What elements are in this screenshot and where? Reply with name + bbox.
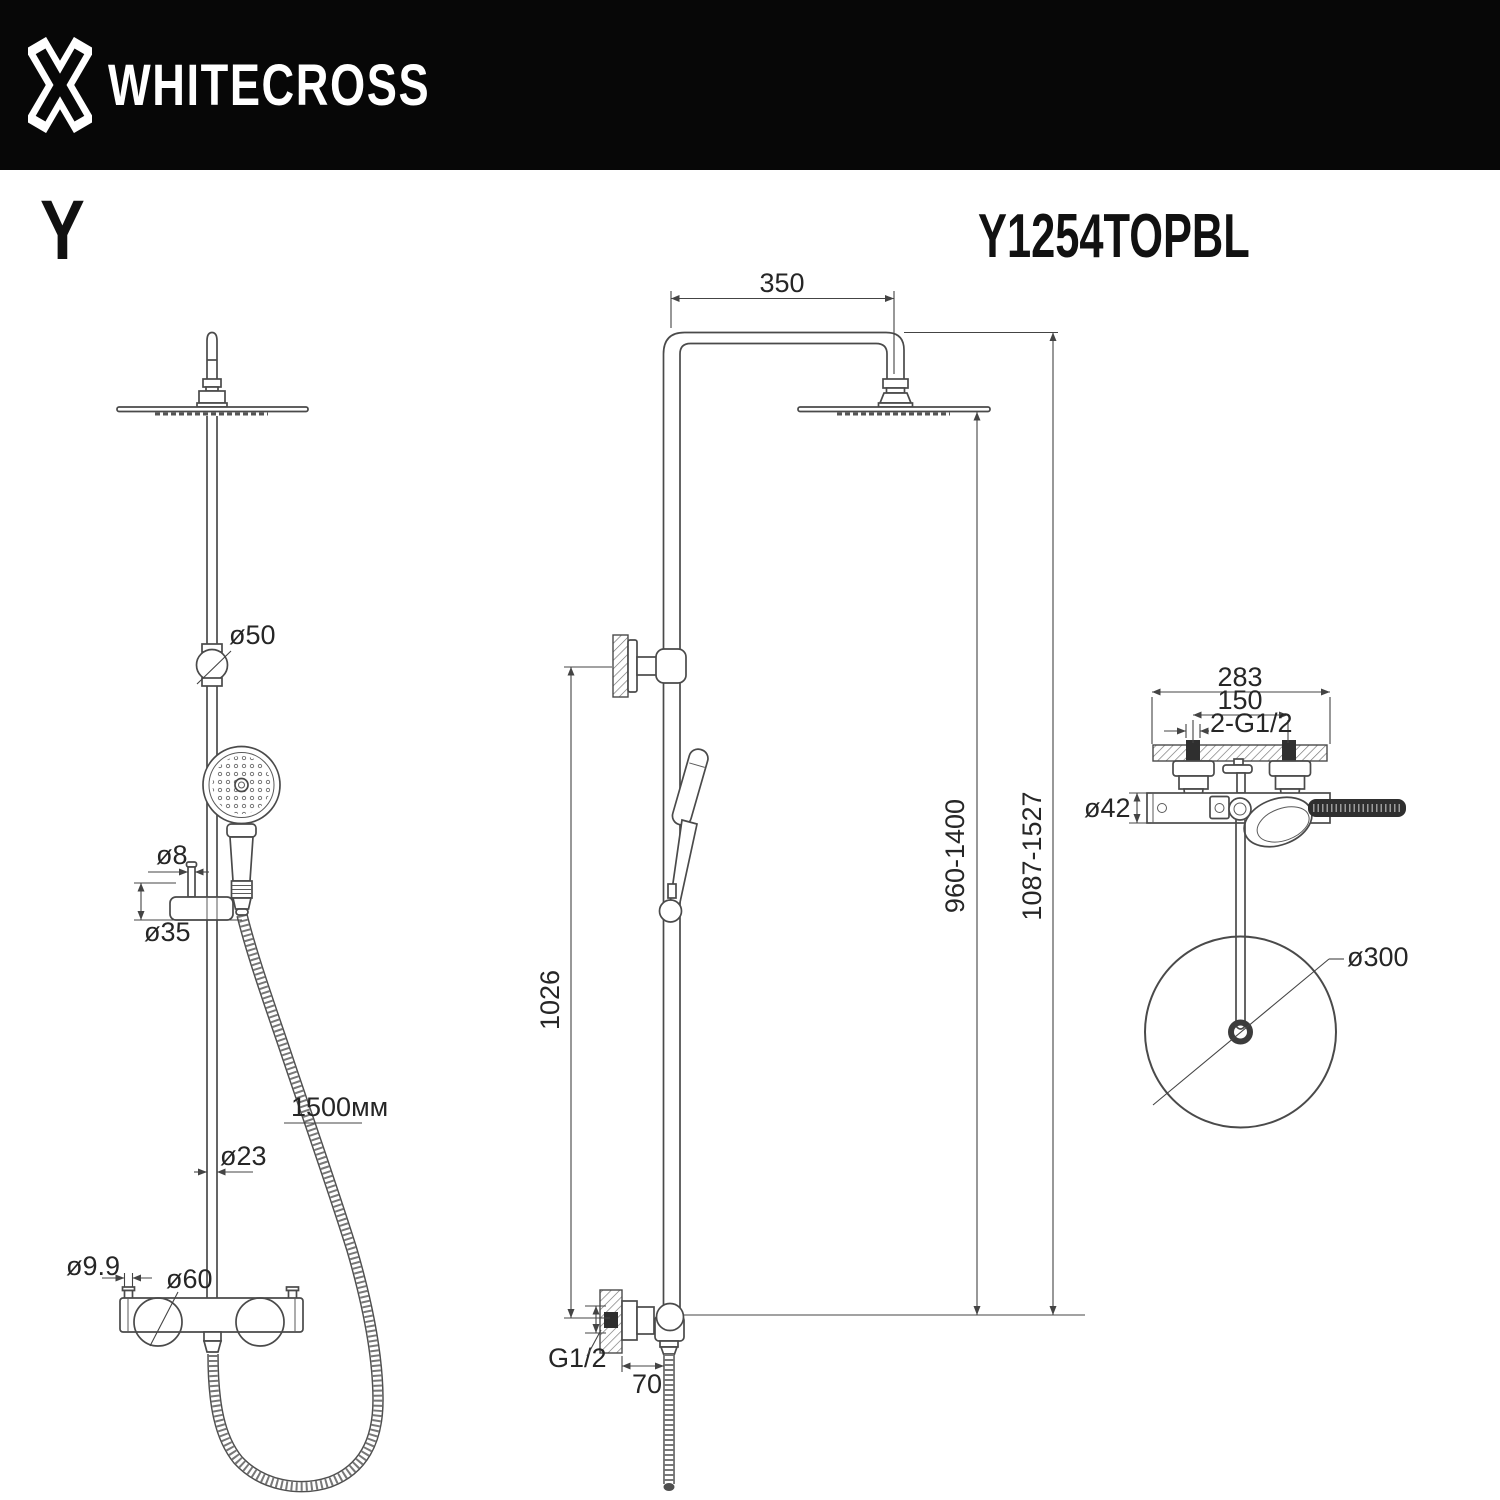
front-view	[66, 333, 388, 1487]
dim-arm-width: 350	[759, 268, 805, 298]
slider-bracket-front	[170, 862, 233, 920]
dim-inlet-threads: 2-G1/2	[1210, 708, 1293, 738]
model-number: Y1254TOPBL	[978, 202, 1250, 271]
dim-body-width: 283	[1217, 662, 1263, 692]
dim-pipe: ø23	[220, 1141, 267, 1171]
dim-wall-offset: 70	[632, 1369, 663, 1399]
dim-inlet-thread: G1/2	[548, 1343, 607, 1373]
dim-body: ø60	[166, 1264, 213, 1294]
collar-joint	[197, 650, 228, 681]
brand-name: WHITECROSS	[108, 52, 431, 118]
dim-rail-height: 1026	[535, 969, 565, 1031]
dim-total-range: 1087-1527	[1017, 791, 1047, 921]
technical-drawing	[0, 170, 1500, 1500]
hand-shower-side	[660, 747, 711, 922]
wall-bracket-side	[613, 635, 686, 697]
dim-body-diameter: ø42	[1084, 793, 1131, 823]
top-view	[1084, 662, 1409, 1128]
shower-hose-side	[664, 1354, 675, 1491]
dim-bracket: ø35	[144, 917, 191, 947]
dim-pin: ø8	[156, 840, 188, 870]
rain-head-front	[117, 407, 308, 412]
series-label: Y	[40, 183, 85, 277]
shower-hose-front	[213, 915, 378, 1487]
dim-head-range: 960-1400	[940, 798, 970, 914]
header-bar	[0, 0, 1500, 170]
dim-head-diameter: ø300	[1347, 942, 1409, 972]
rain-head-side	[798, 407, 990, 412]
dim-collar: ø50	[229, 620, 276, 650]
side-view	[535, 268, 1085, 1491]
dim-hose-length: 1500мм	[291, 1092, 389, 1122]
whitecross-logo-icon	[28, 37, 92, 133]
dim-inlet-spacing: 150	[1217, 685, 1263, 715]
mixer-front	[120, 1287, 303, 1352]
mixer-side	[600, 1290, 684, 1354]
hand-shower-front	[203, 747, 280, 916]
dim-screw: ø9.9	[66, 1251, 121, 1281]
